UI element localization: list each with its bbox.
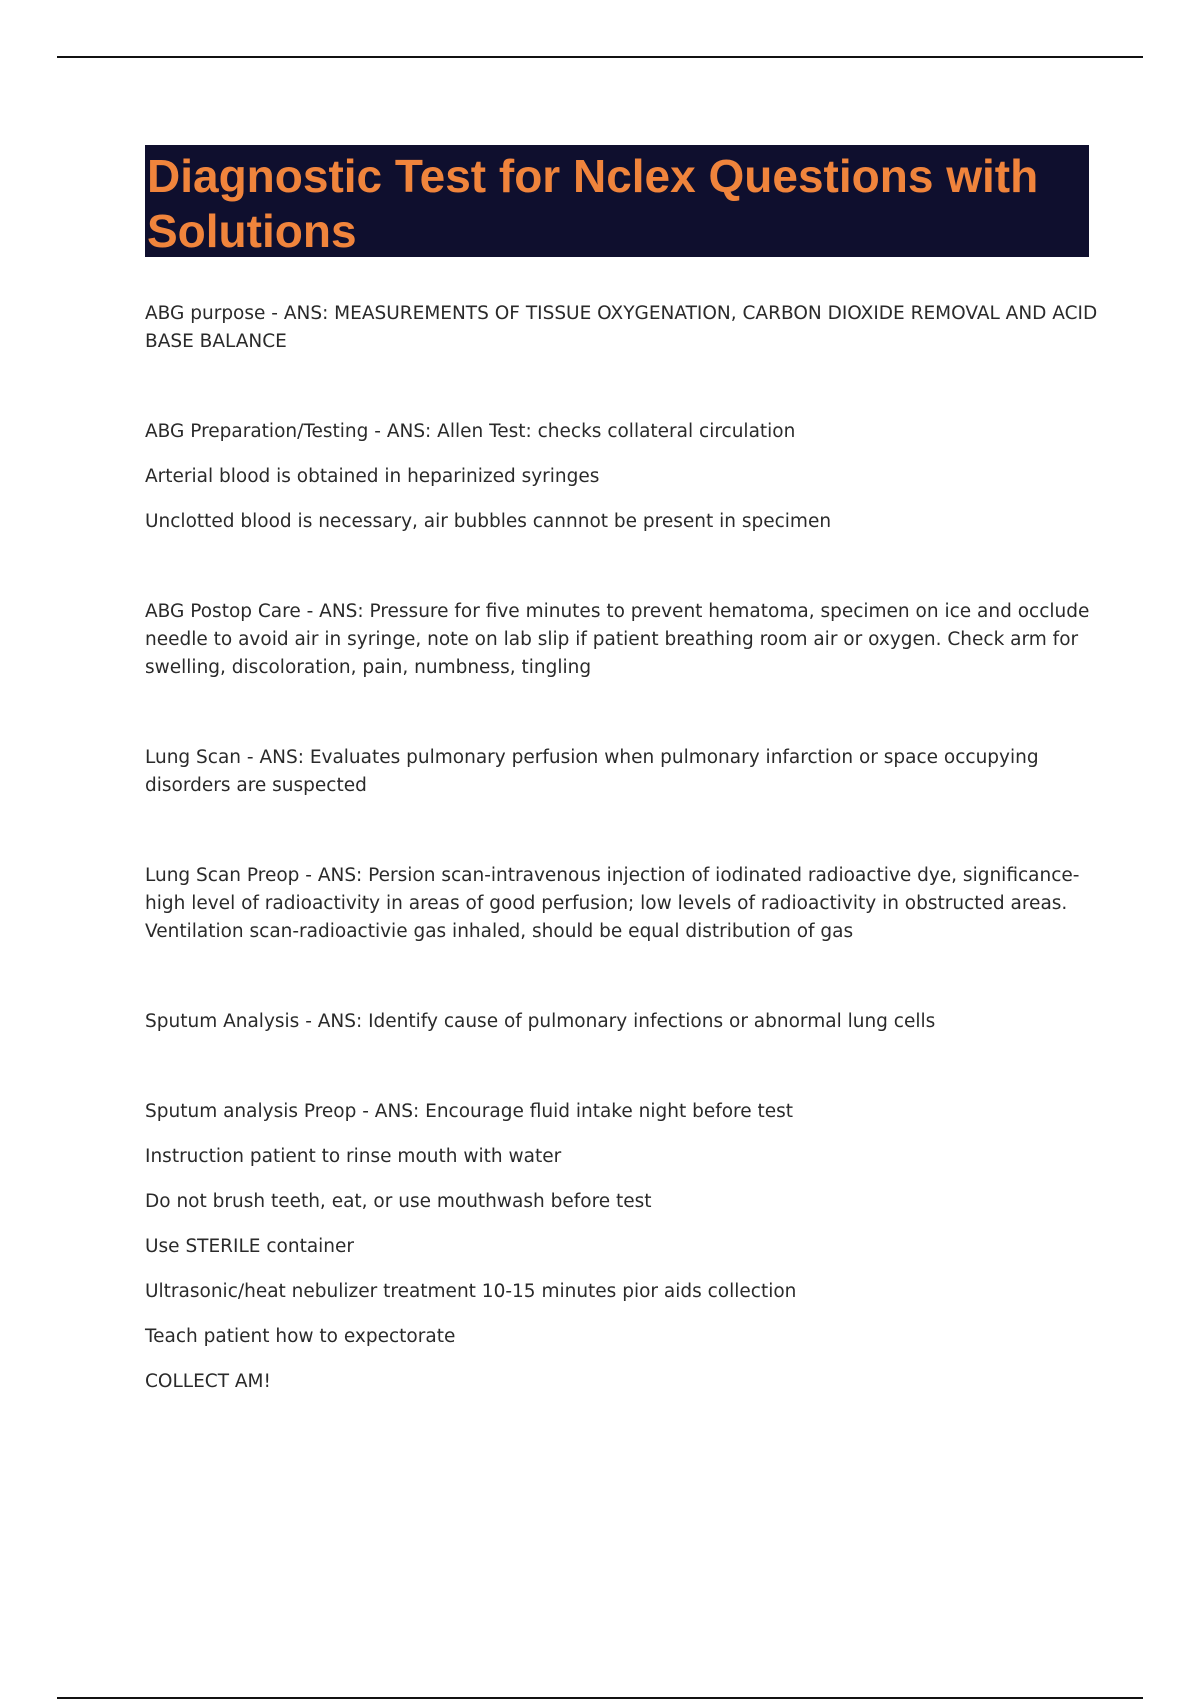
qa-entry-abg-preparation [145,418,1100,536]
entry-line: Sputum analysis Preop - ANS: Encourage fluid intake night before test [145,1101,794,1122]
entry-line: Do not brush teeth, eat, or use mouthwash before test [145,1191,652,1212]
entry-line: ABG Postop Care - ANS: Pressure for five minutes to prevent hematoma, specimen on ice and occlude needle to avoid air in syringe, note on lab slip if patient breathing room air or oxygen. Check arm for swelling, discoloration, pain, numbness, tingling [145,601,1090,678]
qa-entry-sputum-preop [145,1098,1100,1396]
qa-entry-lung-scan [145,744,1100,800]
entry-line: Ultrasonic/heat nebulizer treatment 10-15 minutes pior aids collection [145,1281,797,1302]
document-title: Diagnostic Test for Nclex Questions with Solutions [147,150,1039,257]
qa-entry-lung-scan-preop [145,862,1100,946]
footer-rule [57,1697,1143,1699]
header-rule [57,56,1143,58]
entry-line: ABG Preparation/Testing - ANS: Allen Test: checks collateral circulation [145,421,796,442]
entry-line: COLLECT AM! [145,1371,271,1392]
qa-entry-sputum-analysis [145,1008,1100,1036]
entry-line: Sputum Analysis - ANS: Identify cause of pulmonary infections or abnormal lung cells [145,1011,936,1032]
entry-line: Lung Scan - ANS: Evaluates pulmonary perfusion when pulmonary infarction or space occupying disorders are suspected [145,747,1039,796]
entry-line: Unclotted blood is necessary, air bubbles cannnot be present in specimen [145,511,832,532]
qa-entry-abg-postop [145,598,1100,682]
title-banner [145,145,1089,257]
entry-line: Arterial blood is obtained in heparinized syringes [145,466,600,487]
entry-line: Lung Scan Preop - ANS: Persion scan-intravenous injection of iodinated radioactive dye, significance-high level of radioactivity in areas of good perfusion; low levels of radioactivity in obstructed areas. Ventilation scan-radioactivie gas inhaled, should be equal distribution of gas [145,865,1080,942]
document-body [145,300,1100,1396]
entry-line: Instruction patient to rinse mouth with water [145,1146,562,1167]
entry-line: Teach patient how to expectorate [145,1326,456,1347]
entry-line: ABG purpose - ANS: MEASUREMENTS OF TISSUE OXYGENATION, CARBON DIOXIDE REMOVAL AND ACID BASE BALANCE [145,303,1098,352]
qa-entry-abg-purpose [145,300,1100,356]
entry-line: Use STERILE container [145,1236,355,1257]
